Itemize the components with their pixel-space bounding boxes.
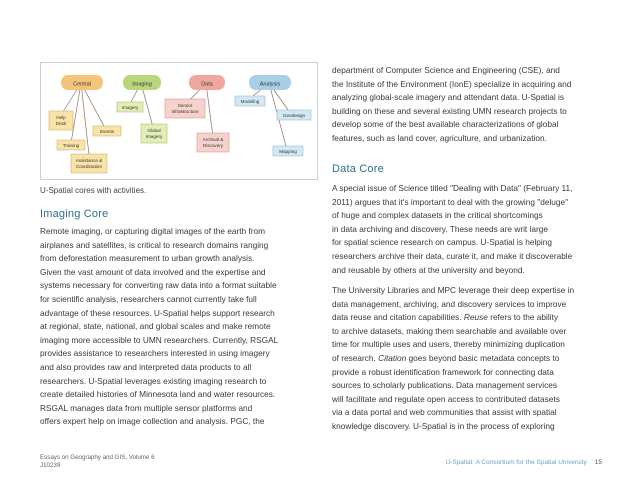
- leaf-archival: [197, 133, 229, 152]
- core-central: [61, 75, 103, 90]
- leaf-training: [57, 140, 85, 150]
- p2-line-2: data management, archiving, and discovery services to improve: [332, 298, 567, 309]
- p2-rest-line: sources to scholarly publications. Data management services: [332, 380, 558, 391]
- intro-line: features, such as land cover, agriculture, and urbanization.: [332, 132, 547, 143]
- intro-line: develop some of the best available characterizations of global: [332, 119, 559, 130]
- imaging-core-line: advantage of these resources. U-Spatial helps support research: [40, 307, 275, 318]
- figure-caption: U-Spatial cores with activities.: [40, 186, 147, 195]
- imaging-core-line: Remote imaging, or capturing digital images of the earth from: [40, 226, 266, 236]
- leaf-assistance-line1: Assistance &: [75, 158, 103, 163]
- diagram-connectors: [61, 83, 291, 155]
- data-core-p1-line: and reusable by others at the university and beyond.: [332, 264, 525, 275]
- leaf-assistance: [71, 154, 107, 173]
- imaging-core-line: Given the vast amount of data involved and the expertise and: [40, 266, 266, 277]
- leaf-help-desk: [49, 111, 73, 130]
- intro-paragraph: [332, 64, 600, 146]
- imaging-core-line: researchers. U-Spatial leverages existing imaging research to: [40, 375, 267, 386]
- imaging-core-line: create detailed histories of Minnesota land and water resources.: [40, 389, 276, 400]
- core-data-label: Data: [201, 81, 213, 88]
- leaf-assistance-line2: Coordination: [75, 164, 103, 169]
- imaging-core-line: systems necessary for converting raw data into a format suitable: [40, 280, 277, 291]
- imaging-core-line: at regional, state, national, and global scales and make remote: [40, 321, 271, 332]
- leaf-archival-line1: Archival &: [202, 137, 224, 142]
- core-analysis-label: Analysis: [259, 81, 281, 88]
- leaf-global-imagery: [141, 124, 167, 143]
- p2-line-5: time for multiple uses and users, thereby minimizing duplication: [332, 339, 565, 350]
- p2-rest-line: will facilitate and regulate open access to contributed datasets: [332, 393, 560, 404]
- leaf-sensor-line1: Sensor: [177, 103, 193, 108]
- core-analysis: [249, 75, 291, 90]
- imaging-core-line: imaging more accessible to UMN researchers. Currently, RSGAL: [40, 334, 279, 345]
- p2-line-3b: refers to the ability: [487, 312, 559, 323]
- leaf-sensor: [165, 99, 205, 118]
- leaf-help-desk-line1: Help: [56, 115, 66, 120]
- citation-term: Citation: [378, 352, 407, 363]
- p2-rest-line: provide a robust identification framework for connecting data: [332, 366, 554, 377]
- data-core-p1-line: for spatial science research on campus. U-Spatial is helping: [332, 237, 552, 248]
- imaging-core-body: [40, 225, 322, 429]
- data-core-heading: Data Core: [332, 163, 384, 175]
- leaf-geodesign-label: Geodesign: [282, 113, 306, 118]
- leaf-help-desk-line2: Desk: [55, 121, 67, 126]
- leaf-training-label: Training: [62, 143, 80, 148]
- data-core-p1-line: A special issue of Science titled "Dealing with Data" (February 11,: [332, 183, 573, 193]
- leaf-modeling-label: Modeling: [240, 99, 260, 104]
- leaf-modeling: [235, 96, 265, 106]
- data-core-p1-line: 2011) argues that it's important to deal with the growing "deluge": [332, 196, 569, 207]
- publication-title: Essays on Geography and GIS, Volume 6: [40, 454, 155, 461]
- p2-rest-lines: [332, 366, 600, 434]
- leaf-events: [93, 126, 121, 136]
- p2-line-4: to archive datasets, making them searchable and available over: [332, 325, 567, 336]
- data-core-paragraph-1: [332, 182, 600, 277]
- leaf-mapping: [273, 146, 303, 156]
- leaf-sensor-line2: Infrastructure: [171, 109, 199, 114]
- imaging-core-line: for scientific analysis, researchers cannot currently take full: [40, 293, 257, 304]
- publication-code: J10239: [40, 462, 61, 469]
- core-central-label: Central: [73, 81, 91, 88]
- imaging-core-heading: Imaging Core: [40, 208, 109, 220]
- page-number: 15: [594, 459, 602, 466]
- cores-diagram-svg: [41, 63, 317, 179]
- p2-line-6: [332, 352, 600, 366]
- imaging-core-line: RSGAL manages data from multiple sensor platforms and: [40, 402, 253, 413]
- core-imaging-label: Imaging: [132, 81, 152, 88]
- leaf-archival-line2: Discovery: [202, 143, 224, 148]
- leaf-global-imagery-line2: Imagery: [145, 134, 163, 139]
- reuse-term: Reuse: [463, 312, 488, 323]
- leaf-imagery-label: Imagery: [121, 105, 139, 110]
- data-core-p1-line: in data archiving and discovery. These needs are writ large: [332, 223, 548, 234]
- imaging-core-line: from deforestation measurement to urban growth analysis.: [40, 253, 255, 264]
- leaf-imagery: [117, 102, 143, 112]
- p2-line-6a: of research.: [332, 352, 379, 363]
- imaging-core-line: airplanes and satellites, is critical to research domains ranging: [40, 239, 269, 250]
- leaf-mapping-label: Mapping: [279, 149, 297, 154]
- data-core-p1-line: of huge and complex datasets in the critical shortcomings: [332, 210, 543, 221]
- imaging-core-line: provides assistance to researchers interested in using imagery: [40, 348, 270, 359]
- intro-line: department of Computer Science and Engineering (CSE), and: [332, 65, 560, 75]
- footer-right: [446, 459, 603, 466]
- cores-diagram: [40, 62, 318, 180]
- p2-line-3: [332, 311, 600, 325]
- core-data: [189, 75, 225, 90]
- running-title: U-Spatial: A Consortium for the Spatial University: [445, 459, 587, 466]
- leaf-events-label: Events: [99, 129, 115, 134]
- p2-rest-line: knowledge discovery. U-Spatial is in the process of exploring: [332, 420, 555, 431]
- leaf-global-imagery-line1: Global: [147, 128, 161, 133]
- p2-line-3a: data reuse and citation capabilities.: [332, 312, 464, 323]
- intro-line: the Institute of the Environment (IonE) specialize in acquiring and: [332, 78, 572, 89]
- p2-line-6b: goes beyond basic metadata concepts to: [406, 352, 560, 363]
- leaf-geodesign: [277, 110, 311, 120]
- intro-line: analyzing global-scale imagery and attendant data. U-Spatial is: [332, 92, 564, 103]
- p2-line-1: The University Libraries and MPC leverage their deep expertise in: [332, 285, 575, 295]
- core-imaging: [123, 75, 161, 90]
- footer-left: [40, 454, 155, 470]
- data-core-p1-line: researchers archive their data, curate it, and make it discoverable: [332, 250, 573, 261]
- intro-line: building on these and several existing UMN research projects to: [332, 105, 567, 116]
- p2-rest-line: via a data portal and web communities that assist with spatial: [332, 407, 557, 418]
- imaging-core-line: and also provides raw and interpreted data products to all: [40, 361, 252, 372]
- imaging-core-line: offers expert help on image collection and analysis. PGC, the: [40, 416, 265, 427]
- data-core-paragraph-2: [332, 284, 600, 434]
